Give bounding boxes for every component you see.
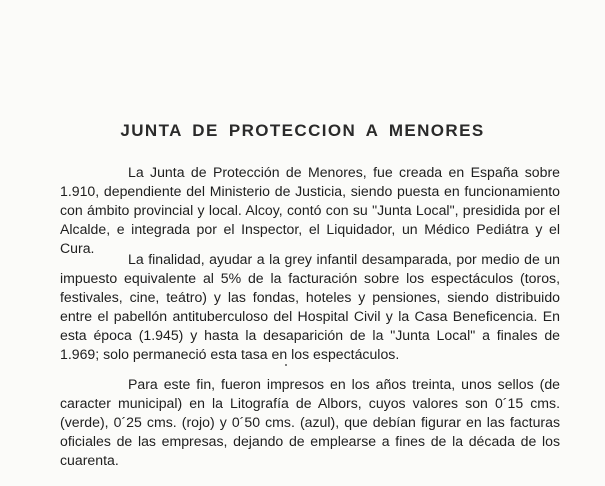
paragraph-1: La Junta de Protección de Menores, fue creada en España sobre 1.910, dependiente del Ministerio de Justicia, siendo puesta en funcionamiento con ámbito provincial y local. Alcoy, contó con su "Junta Local", presidida por el Alcalde, e integrada por el Inspector, el Liquidador, un Médico Pediátra y el Cura. — [60, 164, 560, 256]
scan-speck — [285, 364, 287, 366]
paragraph-3: Para este fin, fueron impresos en los años treinta, unos sellos (de caracter municipal) en la Litografía de Albors, cuyos valores son 0´15 cms. (verde), 0´25 cms. (rojo) y 0´50 cms. (azul), que debían figurar en las facturas oficiales de las empresas, dejando de emplearse a fines de la década de los cuarenta. — [60, 376, 560, 468]
page-title: JUNTA DE PROTECCION A MENORES — [120, 121, 485, 140]
paragraph-2: La finalidad, ayudar a la grey infantil desamparada, por medio de un impuesto equivalente al 5% de la facturación sobre los espectáculos (toros, festivales, cine, teátro) y las fondas, hoteles y pensiones, siendo distribuido entre el pabellón antituberculoso del Hospital Civil y la Casa Beneficencia. En esta época (1.945) y hasta la desaparición de la "Junta Local" a finales de 1.969; solo permaneció esta tasa en los espectáculos. — [60, 251, 560, 362]
